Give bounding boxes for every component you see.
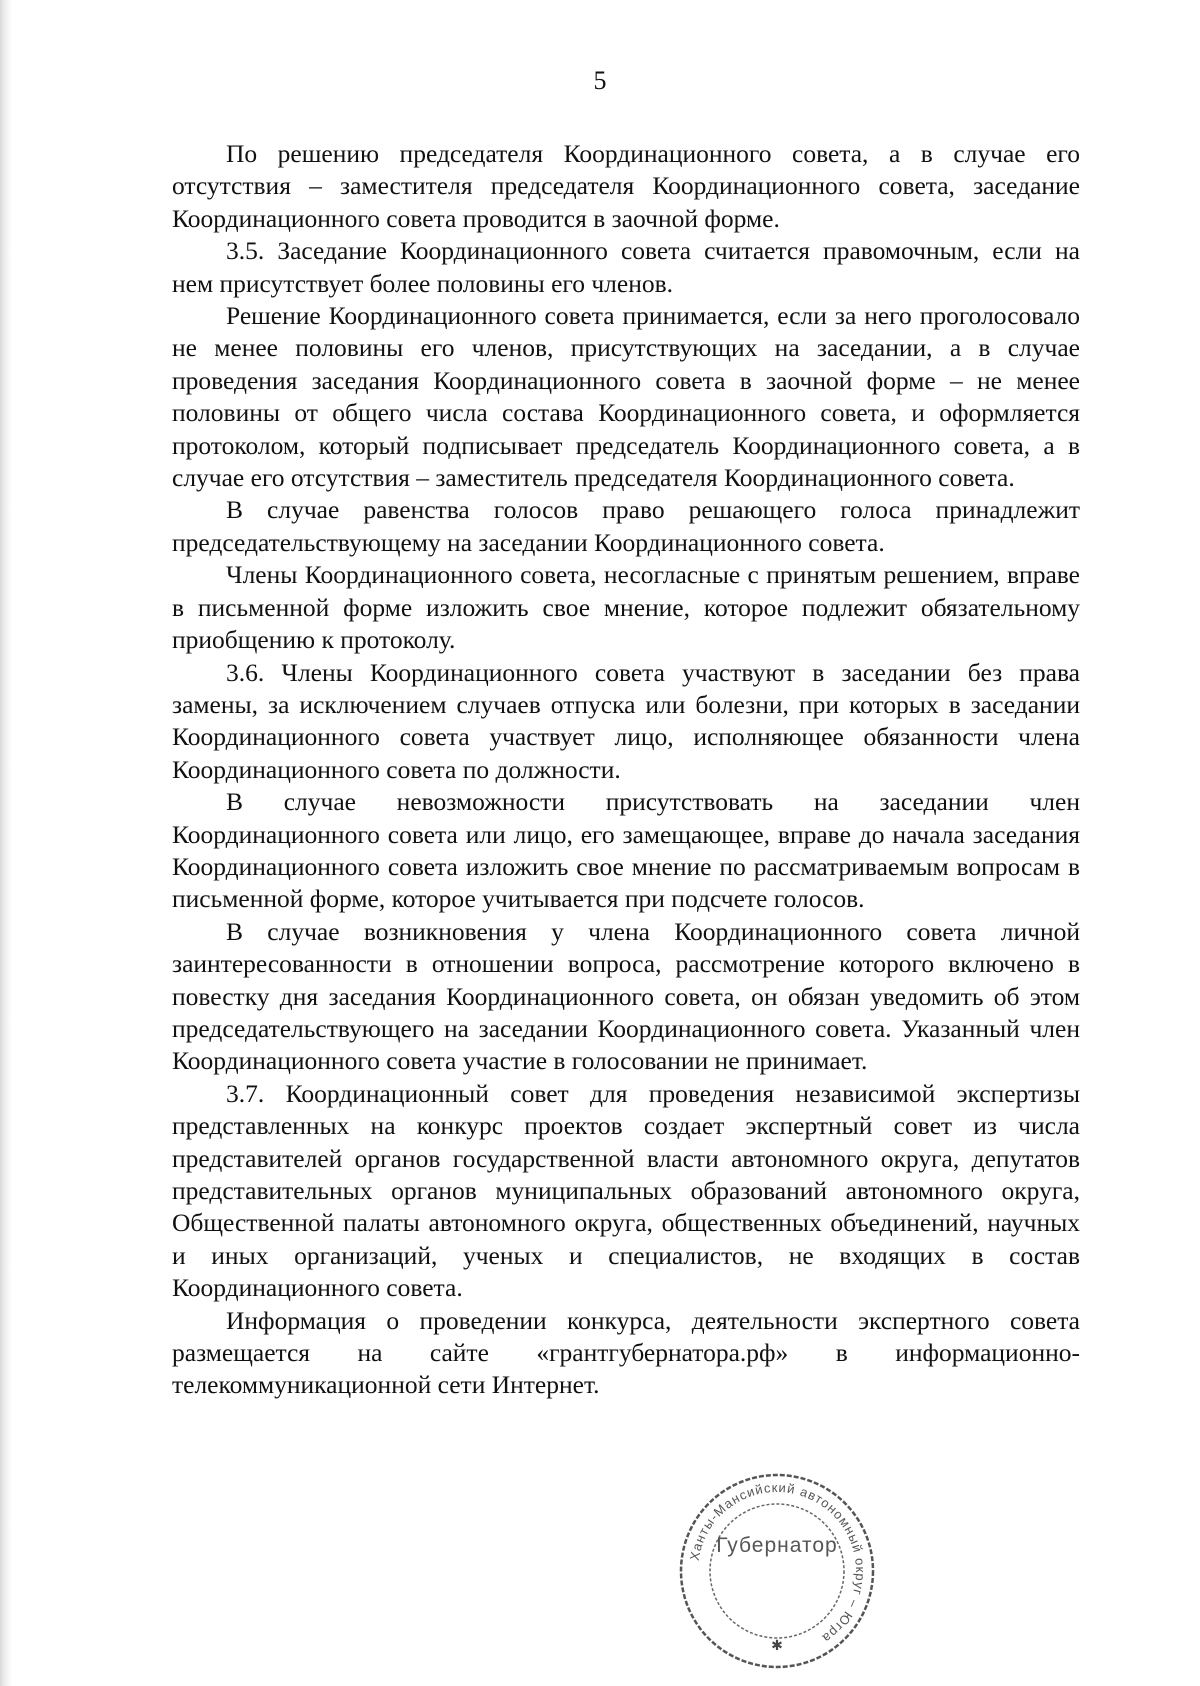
- official-seal: [668, 1470, 886, 1672]
- paragraph: По решению председателя Координационного совета, а в случае его отсутствия – заместителя председателя Координационного совета, заседание Координационного совета проводится в заочной форме.: [172, 139, 1080, 233]
- paragraph: Члены Координационного совета, несогласные с принятым решением, вправе в письменной форме изложить свое мнение, которое подлежит обязательному приобщению к протоколу.: [172, 560, 1080, 655]
- paragraph: 3.5. Заседание Координационного совета считается правомочным, если на нем присутствует более половины его членов.: [172, 236, 1080, 298]
- paragraph: 3.7. Координационный совет для проведения независимой экспертизы представленных на конкурс проектов создает экспертный совет из числа представителей органов государственной власти автономного округа, депутатов представительных органов муниципальных образований автономного округа, Общественной палаты автономного округа, общественных объединений, научных и иных организаций, ученых и специалистов, не входящих в состав Координационного совета.: [172, 1078, 1080, 1303]
- paragraph: В случае равенства голосов право решающего голоса принадлежит председательствующему на заседании Координационного совета.: [172, 495, 1080, 557]
- page-number: 5: [593, 66, 607, 95]
- paragraph: В случае невозможности присутствовать на заседании член Координационного совета или лицо, его замещающее, вправе до начала заседания Координационного совета изложить свое мнение по рассматриваемым вопросам в письменной форме, которое учитывается при подсчете голосов.: [172, 787, 1080, 914]
- paragraph: Информация о проведении конкурса, деятельности экспертного совета размещается на сайте «грантгубернатора.рф» в информационно-телекоммуникационной сети Интернет.: [172, 1305, 1080, 1400]
- seal-inner-ring: [710, 1504, 844, 1638]
- seal-center-text: Губернатор: [716, 1534, 838, 1557]
- paragraph: 3.6. Члены Координационного совета участвуют в заседании без права замены, за исключением случаев отпуска или болезни, при которых в заседании Координационного совета участвует лицо, исполняющее обязанности члена Координационного совета по должности.: [172, 657, 1080, 784]
- seal-ring-text: [687, 1480, 868, 1646]
- scan-edge: [0, 0, 12, 1686]
- document-body: [172, 138, 1080, 1402]
- paragraph: В случае возникновения у члена Координационного совета личной заинтересованности в отношении вопроса, рассмотрение которого включено в повестку дня заседания Координационного совета, он обязан уведомить об этом председательствующего на заседании Координационного совета. Указанный член Координационного совета участие в голосовании не принимает.: [172, 916, 1080, 1076]
- seal-star: ✱: [771, 1639, 783, 1654]
- paragraph: Решение Координационного совета принимается, если за него проголосовало не менее половины его членов, присутствующих на заседании, а в случае проведения заседания Координационного совета в заочной форме – не менее половины от общего числа состава Координационного совета, и оформляется протоколом, который подписывает председатель Координационного совета, а в случае его отсутствия – заместитель председателя Координационного совета.: [172, 301, 1080, 493]
- seal-ring-textpath: Ханты-Мансийский автономный округ – Югра: [686, 1479, 869, 1647]
